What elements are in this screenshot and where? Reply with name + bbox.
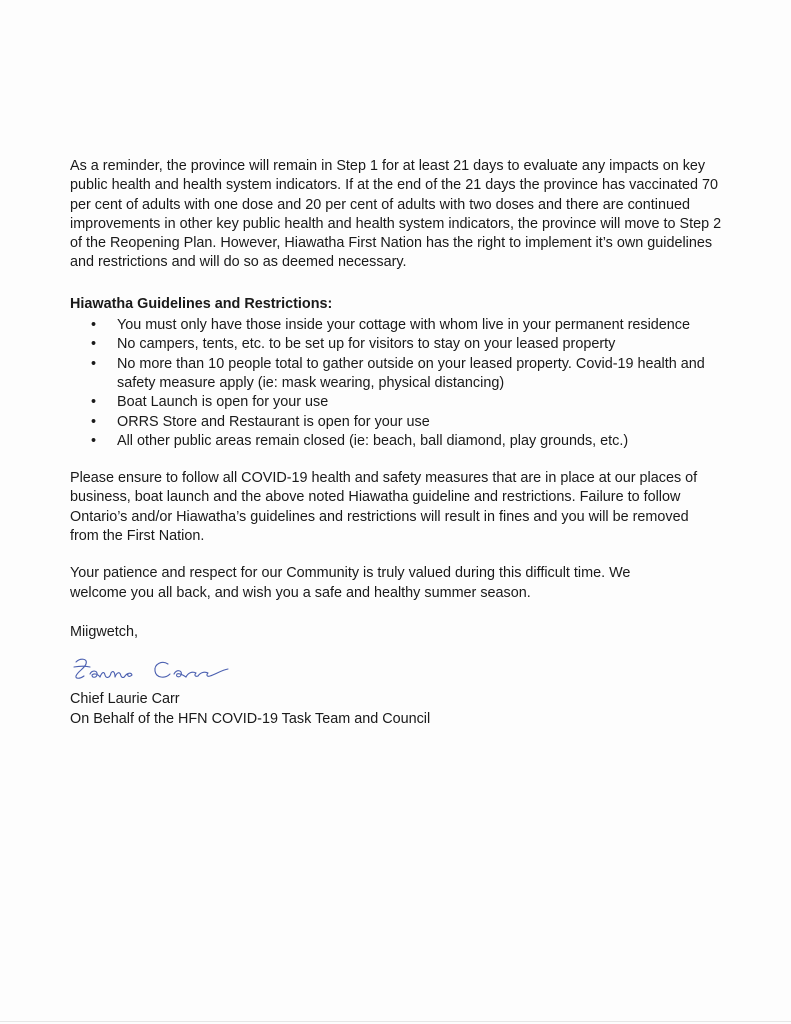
list-item: [70, 413, 730, 432]
thanks-paragraph: Your patience and respect for our Community is truly valued during this difficult time. We welcome you all back, and wish you a safe and healthy summer season.: [70, 565, 631, 601]
bullet-icon: •: [91, 413, 97, 430]
handwritten-signature: [70, 652, 290, 688]
signatory-title: On Behalf of the HFN COVID-19 Task Team and Council: [70, 710, 431, 727]
compliance-paragraph: Please ensure to follow all COVID-19 health and safety measures that are in place at our places of business, boat launch and the above noted Hiawatha guideline and restrictions. Failure to follow Ontario’s and/or Hiawatha’s guidelines and restrictions will result in fines and you will be removed from the First Nation.: [70, 470, 698, 545]
guideline-text: Boat Launch is open for your use: [117, 394, 329, 411]
bullet-icon: •: [91, 432, 97, 449]
bullet-icon: •: [91, 355, 97, 372]
bullet-icon: •: [91, 317, 97, 334]
bullet-icon: •: [91, 394, 97, 411]
guideline-text: You must only have those inside your cottage with whom live in your permanent residence: [117, 317, 691, 334]
signatory-name: Chief Laurie Carr: [70, 691, 180, 708]
page-bottom-edge: [0, 1021, 791, 1022]
guidelines-list: [70, 316, 730, 451]
guideline-text: No campers, tents, etc. to be set up for visitors to stay on your leased property: [117, 336, 616, 353]
bullet-icon: •: [91, 336, 97, 353]
list-item: [70, 432, 730, 451]
list-item: [70, 393, 730, 412]
list-item: [70, 316, 730, 335]
guideline-text: ORRS Store and Restaurant is open for your use: [117, 413, 430, 430]
guidelines-heading: Hiawatha Guidelines and Restrictions:: [70, 295, 333, 312]
intro-paragraph: As a reminder, the province will remain in Step 1 for at least 21 days to evaluate any impacts on key public health and health system indicators. If at the end of the 21 days the province has vaccinated 70 per cent of adults with one dose and 20 per cent of adults with two doses and there are continued improvements in other key public health and health system indicators, the province will move to Step 2 of the Reopening Plan. However, Hiawatha First Nation has the right to implement it’s own guidelines and restrictions and will do so as deemed necessary.: [70, 158, 722, 271]
list-item: [70, 355, 730, 394]
guideline-text: No more than 10 people total to gather outside on your leased property. Covid-19 health and safety measure apply (ie: mask wearing, physical distancing): [117, 355, 705, 391]
letter-body: [70, 157, 730, 729]
closing-salutation: Miigwetch,: [70, 623, 138, 640]
guideline-text: All other public areas remain closed (ie: beach, ball diamond, play grounds, etc.): [117, 432, 629, 449]
list-item: [70, 335, 730, 354]
